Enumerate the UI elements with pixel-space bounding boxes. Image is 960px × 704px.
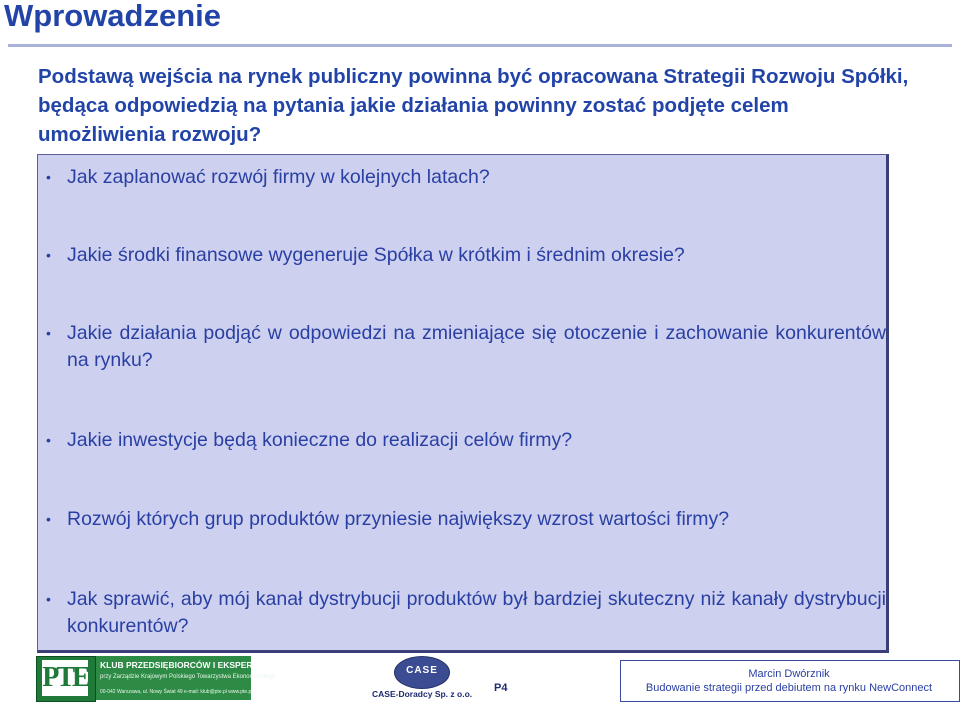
question-item: [46, 164, 886, 191]
bullet-icon: •: [46, 432, 51, 448]
question-text: Jak zaplanować rozwój firmy w kolejnych latach?: [67, 166, 490, 188]
case-oval-icon: [394, 656, 450, 689]
questions-box: [37, 154, 889, 653]
title-underline: [8, 44, 952, 47]
pte-banner-subtitle: przy Zarządzie Krajowym Polskiego Towarzystwa Ekonomicznego: [100, 674, 276, 680]
question-item: [46, 242, 886, 269]
pte-logo: [36, 656, 96, 702]
question-text: Jakie działania podjąć w odpowiedzi na zmieniające się otoczenie i zachowanie konkurentów na rynku?: [67, 322, 886, 371]
pte-club-banner: [96, 656, 276, 700]
question-item: [46, 506, 886, 533]
question-text: Jakie inwestycje będą konieczne do realizacji celów firmy?: [67, 429, 573, 451]
page-number: P4: [494, 682, 508, 694]
question-text: Jakie środki finansowe wygeneruje Spółka w krótkim i średnim okresie?: [67, 244, 685, 266]
bullet-icon: •: [46, 247, 51, 263]
case-company-name: CASE-Doradcy Sp. z o.o.: [372, 689, 473, 699]
question-item: [46, 586, 886, 640]
slide-title: Wprowadzenie: [4, 0, 222, 33]
pte-logo-mark: PTE: [42, 660, 88, 696]
bullet-icon: •: [46, 325, 51, 341]
question-text: Jak sprawić, aby mój kanał dystrybucji produktów był bardziej skuteczny niż kanały dystrybucji konkurentów?: [67, 588, 886, 637]
bullet-icon: •: [46, 169, 51, 185]
pte-banner-title: KLUB PRZEDSIĘBIORCÓW I EKSPERTÓW: [100, 660, 273, 670]
case-logo-text: CASE: [406, 665, 438, 676]
question-item: [46, 427, 886, 454]
presentation-title: Budowanie strategii przed debiutem na rynku NewConnect: [645, 682, 933, 694]
pte-banner-contact: 00-042 Warszawa, ul. Nowy Świat 49 e-mail: klub@pte.pl www.pte.pl: [100, 689, 253, 695]
question-item: [46, 320, 886, 374]
bullet-icon: •: [46, 591, 51, 607]
author-box: [620, 660, 960, 702]
author-name: Marcin Dwórznik: [748, 668, 830, 680]
bullet-icon: •: [46, 511, 51, 527]
intro-paragraph: Podstawą wejścia na rynek publiczny powinna być opracowana Strategii Rozwoju Spółki, będąca odpowiedzią na pytania jakie działania powinny zostać podjęte celem umożliwienia rozwoju?: [38, 65, 909, 146]
question-text: Rozwój których grup produktów przyniesie największy wzrost wartości firmy?: [67, 508, 730, 530]
case-logo: [372, 656, 472, 700]
